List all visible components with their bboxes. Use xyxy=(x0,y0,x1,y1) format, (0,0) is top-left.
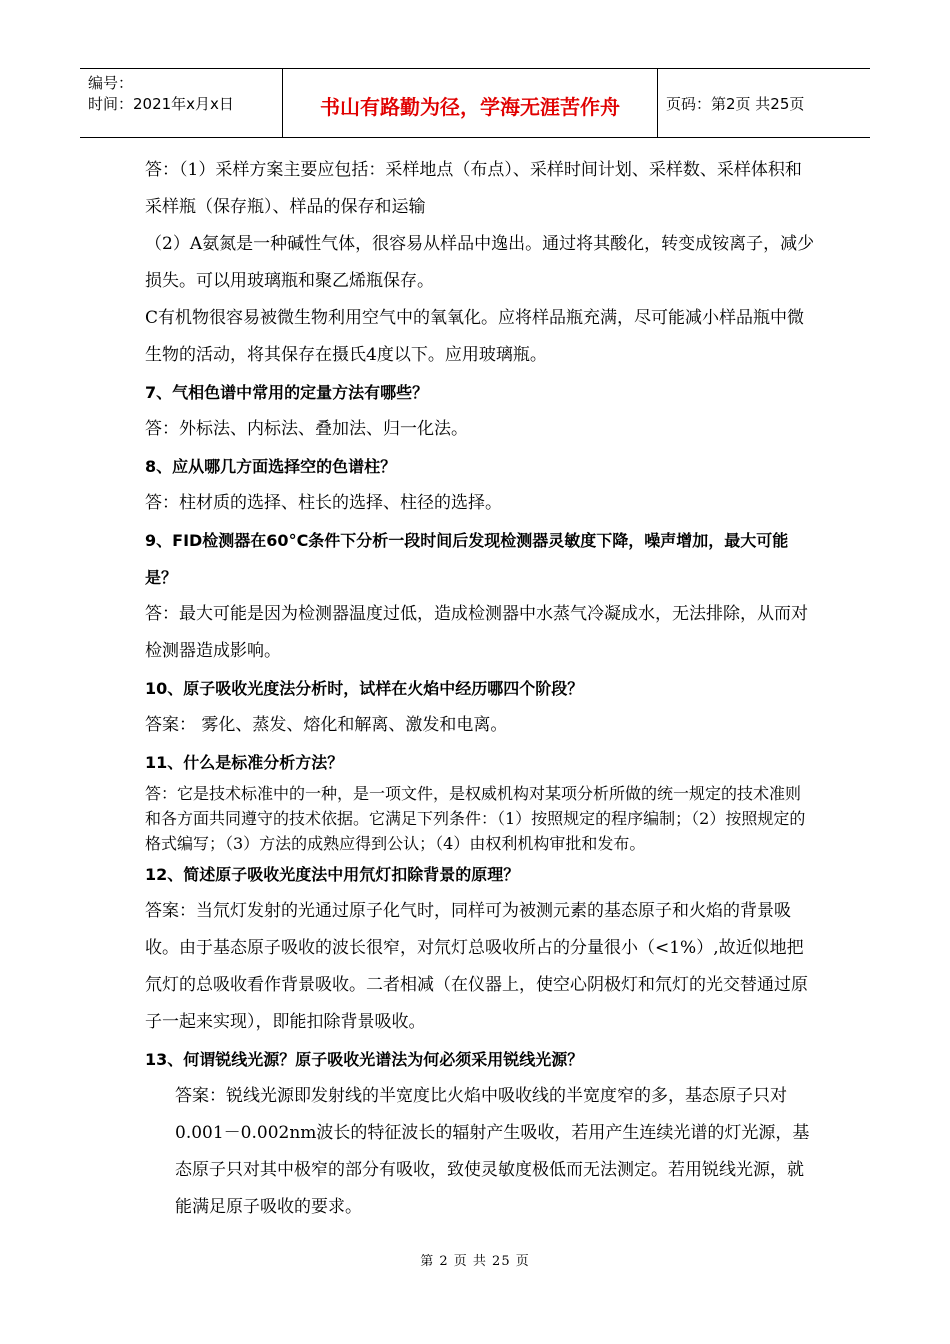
paragraph: 答案：锐线光源即发射线的半宽度比火焰中吸收线的半宽度窄的多，基态原子只对0.001－0.002nm波长的特征波长的辐射产生吸收，若用产生连续光谱的灯光源，基态原子只对其中极窄的部分有吸收，致使灵敏度极低而无法测定。若用锐线光源，就能满足原子吸收的要求。 xyxy=(175,1086,810,1217)
question-heading: 9、FID检测器在60°C条件下分析一段时间后发现检测器灵敏度下降，噪声增加，最大可能是？ xyxy=(145,531,789,587)
question-heading: 8、应从哪几方面选择空的色谱柱？ xyxy=(145,457,397,476)
question-heading: 7、气相色谱中常用的定量方法有哪些？ xyxy=(145,383,429,402)
paragraph: C有机物很容易被微生物利用空气中的氧氧化。应将样品瓶充满，尽可能减小样品瓶中微生物的活动，将其保存在摄氏4度以下。应用玻璃瓶。 xyxy=(145,308,805,365)
paragraph: 答案： 雾化、蒸发、熔化和解离、激发和电离。 xyxy=(145,715,508,735)
document-time: 时间：2021年x月x日 xyxy=(88,95,234,113)
paragraph: 答：它是技术标准中的一种，是一项文件，是权威机构对某项分析所做的统一规定的技术准则和各方面共同遵守的技术依据。它满足下列条件：（1）按照规定的程序编制；（2）按照规定的格式编写；（3）方法的成熟应得到公认；（4）由权利机构审批和发布。 xyxy=(145,784,806,853)
document-number-label: 编号： xyxy=(88,74,134,92)
paragraph: （2）A氨氮是一种碱性气体，很容易从样品中逸出。通过将其酸化，转变成铵离子，减少损失。可以用玻璃瓶和聚乙烯瓶保存。 xyxy=(145,234,815,291)
paragraph: 答：外标法、内标法、叠加法、归一化法。 xyxy=(145,419,468,439)
question-heading: 12、简述原子吸收光度法中用氘灯扣除背景的原理？ xyxy=(145,865,520,884)
header-page-info: 页码：第2页 共25页 xyxy=(666,94,805,113)
question-heading: 10、原子吸收光度法分析时，试样在火焰中经历哪四个阶段？ xyxy=(145,679,584,698)
paragraph: 答：柱材质的选择、柱长的选择、柱径的选择。 xyxy=(145,493,502,513)
paragraph: 答：（1）采样方案主要应包括：采样地点（布点）、采样时间计划、采样数、采样体积和采样瓶（保存瓶）、样品的保存和运输 xyxy=(145,160,802,217)
question-heading: 13、何谓锐线光源？原子吸收光谱法为何必须采用锐线光源？ xyxy=(145,1050,584,1069)
paragraph: 答案：当氘灯发射的光通过原子化气时，同样可为被测元素的基态原子和火焰的背景吸收。由于基态原子吸收的波长很窄，对氘灯总吸收所占的分量很小（<1%）,故近似地把氘灯的总吸收看作背景吸收。二者相减（在仪器上，使空心阴极灯和氘灯的光交替通过原子一起来实现），即能扣除背景吸收。 xyxy=(145,901,808,1032)
page-footer: 第 2 页 共 25 页 xyxy=(420,1254,530,1269)
paragraph: 答：最大可能是因为检测器温度过低，造成检测器中水蒸气冷凝成水，无法排除，从而对检测器造成影响。 xyxy=(145,604,808,661)
header-motto: 书山有路勤为径，学海无涯苦作舟 xyxy=(283,69,658,137)
question-heading: 11、什么是标准分析方法？ xyxy=(145,753,344,772)
page-header xyxy=(80,68,870,138)
document-body xyxy=(145,152,815,1226)
header-meta xyxy=(80,69,283,137)
